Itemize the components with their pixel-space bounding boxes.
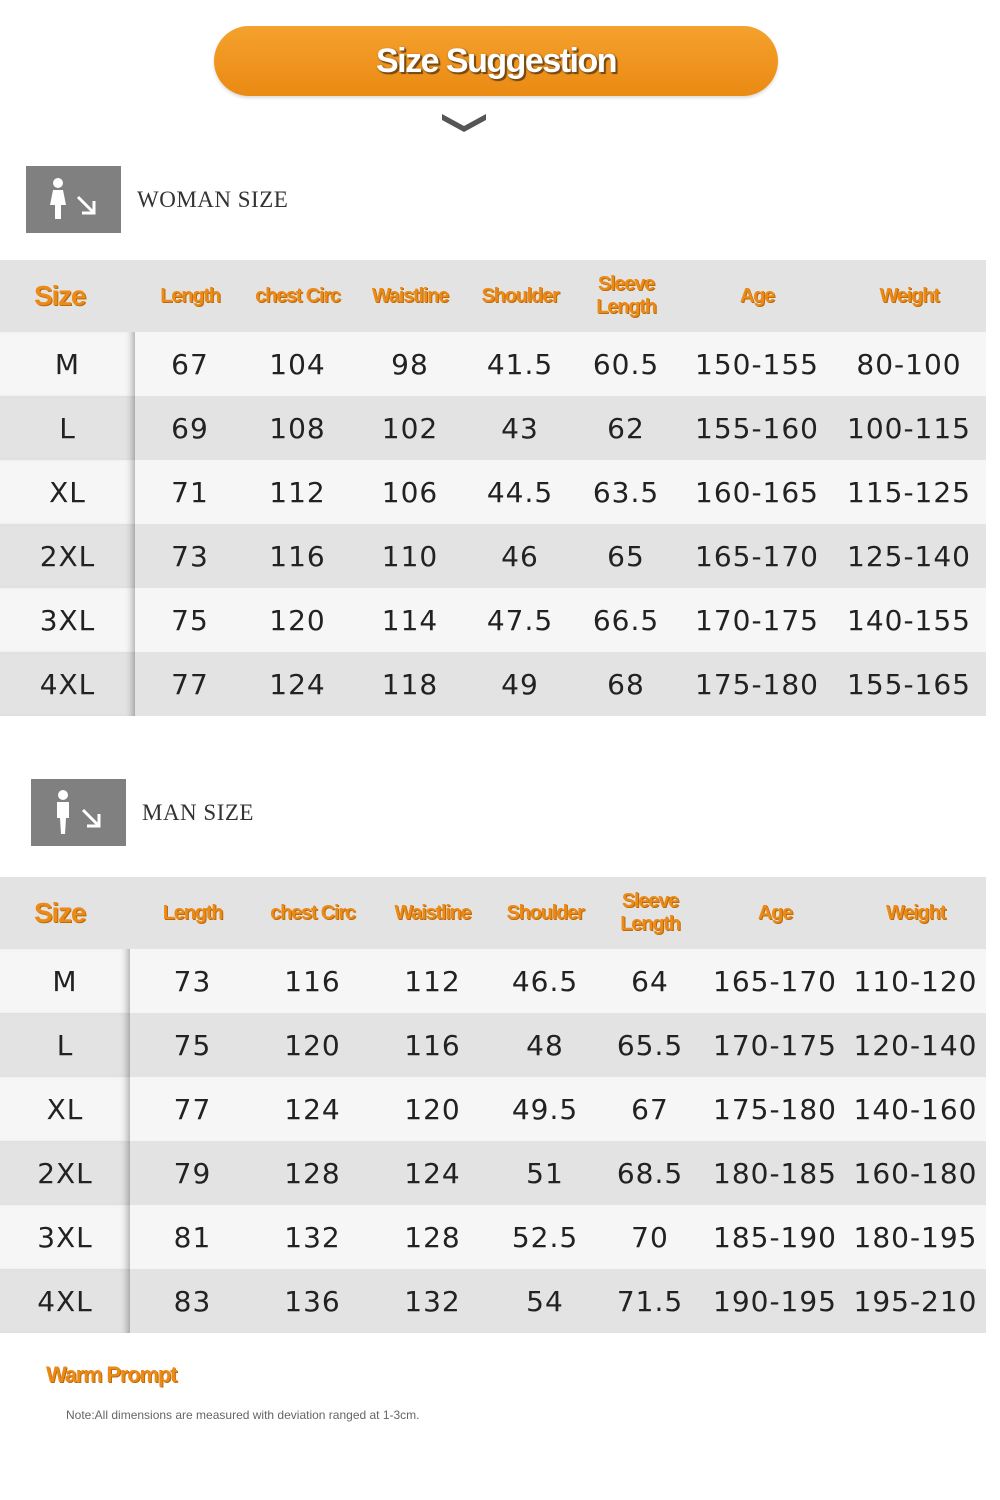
cell-age: 185-190 <box>705 1205 845 1269</box>
cell-age: 175-180 <box>682 652 832 716</box>
cell-size: L <box>0 396 135 460</box>
cell-size: L <box>0 1013 130 1077</box>
measurement-note: Note:All dimensions are measured with deviation ranged at 1-3cm. <box>66 1408 420 1422</box>
table-row <box>0 1205 986 1269</box>
table-row <box>0 949 986 1013</box>
title-banner <box>214 26 778 96</box>
header-length: Length <box>135 260 245 332</box>
cell-chest-circ: 136 <box>255 1269 370 1333</box>
cell-age: 160-165 <box>682 460 832 524</box>
cell-waistline: 114 <box>350 588 470 652</box>
cell-shoulder: 52.5 <box>495 1205 595 1269</box>
header-sleeve-length: Sleeve Length <box>570 260 682 332</box>
cell-waistline: 118 <box>350 652 470 716</box>
cell-length: 77 <box>135 652 245 716</box>
cell-sleeve-length: 65 <box>570 524 682 588</box>
man-size-label: MAN SIZE <box>142 799 254 825</box>
table-row <box>0 1077 986 1141</box>
cell-waistline: 128 <box>370 1205 495 1269</box>
cell-chest-circ: 116 <box>255 949 370 1013</box>
cell-chest-circ: 132 <box>255 1205 370 1269</box>
cell-chest-circ: 120 <box>245 588 350 652</box>
cell-waistline: 110 <box>350 524 470 588</box>
cell-length: 75 <box>130 1013 255 1077</box>
table-row <box>0 1141 986 1205</box>
cell-waistline: 124 <box>370 1141 495 1205</box>
cell-age: 190-195 <box>705 1269 845 1333</box>
cell-size: M <box>0 332 135 396</box>
table-header-row <box>0 260 986 332</box>
cell-length: 73 <box>130 949 255 1013</box>
header-shoulder: Shoulder <box>495 877 595 949</box>
cell-shoulder: 43 <box>470 396 570 460</box>
man-size-heading <box>31 779 254 846</box>
cell-chest-circ: 124 <box>245 652 350 716</box>
cell-waistline: 102 <box>350 396 470 460</box>
cell-shoulder: 54 <box>495 1269 595 1333</box>
woman-size-table <box>0 260 986 716</box>
header-chest-circ: chest Circ <box>245 260 350 332</box>
cell-sleeve-length: 70 <box>595 1205 705 1269</box>
man-size-table <box>0 877 986 1333</box>
cell-weight: 80-100 <box>832 332 986 396</box>
cell-weight: 125-140 <box>832 524 986 588</box>
cell-weight: 180-195 <box>845 1205 986 1269</box>
table-row <box>0 588 986 652</box>
cell-sleeve-length: 60.5 <box>570 332 682 396</box>
table-row <box>0 1013 986 1077</box>
man-size-icon <box>31 779 126 846</box>
cell-waistline: 98 <box>350 332 470 396</box>
cell-age: 165-170 <box>705 949 845 1013</box>
cell-shoulder: 47.5 <box>470 588 570 652</box>
cell-shoulder: 46.5 <box>495 949 595 1013</box>
cell-size: XL <box>0 1077 130 1141</box>
cell-waistline: 112 <box>370 949 495 1013</box>
table-row <box>0 396 986 460</box>
cell-weight: 140-155 <box>832 588 986 652</box>
header-waistline: Waistline <box>350 260 470 332</box>
cell-length: 83 <box>130 1269 255 1333</box>
cell-size: XL <box>0 460 135 524</box>
cell-chest-circ: 128 <box>255 1141 370 1205</box>
cell-chest-circ: 116 <box>245 524 350 588</box>
cell-length: 75 <box>135 588 245 652</box>
header-weight: Weight <box>832 260 986 332</box>
cell-chest-circ: 112 <box>245 460 350 524</box>
cell-size: 4XL <box>0 1269 130 1333</box>
table-header-row <box>0 877 986 949</box>
cell-length: 73 <box>135 524 245 588</box>
header-weight: Weight <box>845 877 986 949</box>
cell-weight: 195-210 <box>845 1269 986 1333</box>
cell-shoulder: 49 <box>470 652 570 716</box>
header-waistline: Waistline <box>370 877 495 949</box>
table-row <box>0 460 986 524</box>
cell-length: 77 <box>130 1077 255 1141</box>
table-row <box>0 1269 986 1333</box>
cell-age: 150-155 <box>682 332 832 396</box>
cell-sleeve-length: 65.5 <box>595 1013 705 1077</box>
header-age: Age <box>682 260 832 332</box>
woman-size-heading <box>26 166 288 233</box>
cell-sleeve-length: 71.5 <box>595 1269 705 1333</box>
cell-waistline: 106 <box>350 460 470 524</box>
header-length: Length <box>130 877 255 949</box>
cell-weight: 100-115 <box>832 396 986 460</box>
header-size: Size <box>0 877 130 949</box>
cell-size: 4XL <box>0 652 135 716</box>
cell-age: 155-160 <box>682 396 832 460</box>
cell-sleeve-length: 63.5 <box>570 460 682 524</box>
cell-size: 3XL <box>0 1205 130 1269</box>
cell-chest-circ: 104 <box>245 332 350 396</box>
cell-age: 170-175 <box>705 1013 845 1077</box>
cell-length: 81 <box>130 1205 255 1269</box>
cell-shoulder: 48 <box>495 1013 595 1077</box>
cell-waistline: 116 <box>370 1013 495 1077</box>
cell-age: 170-175 <box>682 588 832 652</box>
cell-sleeve-length: 62 <box>570 396 682 460</box>
cell-shoulder: 49.5 <box>495 1077 595 1141</box>
table-row <box>0 332 986 396</box>
header-age: Age <box>705 877 845 949</box>
cell-shoulder: 44.5 <box>470 460 570 524</box>
header-sleeve-length: Sleeve Length <box>595 877 705 949</box>
cell-weight: 115-125 <box>832 460 986 524</box>
cell-length: 67 <box>135 332 245 396</box>
cell-shoulder: 51 <box>495 1141 595 1205</box>
page-title: Size Suggestion <box>375 41 617 80</box>
cell-weight: 120-140 <box>845 1013 986 1077</box>
table-row <box>0 524 986 588</box>
cell-shoulder: 46 <box>470 524 570 588</box>
woman-size-icon <box>26 166 121 233</box>
cell-age: 165-170 <box>682 524 832 588</box>
cell-size: 2XL <box>0 524 135 588</box>
cell-sleeve-length: 67 <box>595 1077 705 1141</box>
cell-length: 71 <box>135 460 245 524</box>
cell-weight: 140-160 <box>845 1077 986 1141</box>
cell-length: 79 <box>130 1141 255 1205</box>
cell-age: 180-185 <box>705 1141 845 1205</box>
header-shoulder: Shoulder <box>470 260 570 332</box>
cell-sleeve-length: 68 <box>570 652 682 716</box>
chevron-down-icon <box>440 110 488 134</box>
cell-chest-circ: 124 <box>255 1077 370 1141</box>
woman-size-label: WOMAN SIZE <box>137 186 289 212</box>
cell-shoulder: 41.5 <box>470 332 570 396</box>
cell-chest-circ: 120 <box>255 1013 370 1077</box>
warm-prompt-title: Warm Prompt <box>46 1362 177 1387</box>
cell-sleeve-length: 66.5 <box>570 588 682 652</box>
cell-size: M <box>0 949 130 1013</box>
cell-waistline: 132 <box>370 1269 495 1333</box>
cell-chest-circ: 108 <box>245 396 350 460</box>
table-row <box>0 652 986 716</box>
cell-size: 2XL <box>0 1141 130 1205</box>
cell-sleeve-length: 64 <box>595 949 705 1013</box>
cell-waistline: 120 <box>370 1077 495 1141</box>
cell-age: 175-180 <box>705 1077 845 1141</box>
cell-weight: 110-120 <box>845 949 986 1013</box>
cell-weight: 155-165 <box>832 652 986 716</box>
cell-size: 3XL <box>0 588 135 652</box>
header-size: Size <box>0 260 135 332</box>
cell-length: 69 <box>135 396 245 460</box>
header-chest-circ: chest Circ <box>255 877 370 949</box>
cell-sleeve-length: 68.5 <box>595 1141 705 1205</box>
cell-weight: 160-180 <box>845 1141 986 1205</box>
